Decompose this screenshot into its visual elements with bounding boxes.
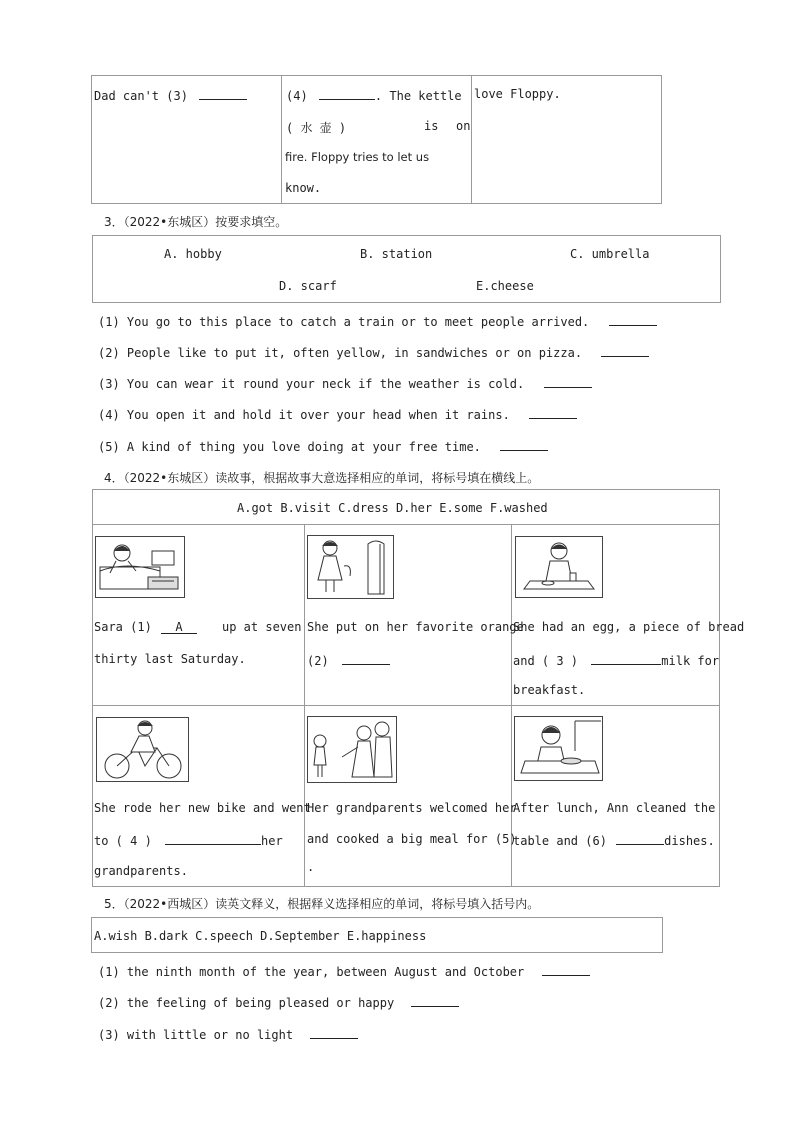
q3-item-5: (5) A kind of thing you love doing at your free time. <box>98 438 548 454</box>
q5-item-2: (2) the feeling of being pleased or happy <box>98 994 459 1010</box>
answer-blank-2[interactable] <box>342 652 390 665</box>
q4-cell1-line1: Sara (1) A <box>94 620 197 634</box>
q2-cell2-line2: ( 水 壶 ) <box>286 121 347 135</box>
q3-item-1: (1) You go to this place to catch a train or to meet people arrived. <box>98 313 657 329</box>
girl-in-dress-picture <box>307 535 394 599</box>
q3-blank-1[interactable] <box>609 313 657 326</box>
answer-blank-4[interactable] <box>319 87 375 100</box>
grandparents-welcome-picture <box>307 716 397 783</box>
q3-item-4: (4) You open it and hold it over your head when it rains. <box>98 406 577 422</box>
q4-cell4-line1: She rode her new bike and went <box>94 801 311 815</box>
q3-option-c: C. umbrella <box>570 247 650 261</box>
q3-option-a: A. hobby <box>164 247 222 261</box>
q4-cell6-line2: table and (6) dishes. <box>513 834 715 848</box>
q4-cell6-line1: After lunch, Ann cleaned the <box>513 801 716 815</box>
q5-item-3: (3) with little or no light <box>98 1026 358 1042</box>
girl-washing-dishes-picture <box>514 716 603 781</box>
q4-word-options: A.got B.visit C.dress D.her E.some F.washed <box>237 501 548 515</box>
q4-cell3-line2: and ( 3 ) milk for <box>513 654 720 668</box>
answer-blank-1[interactable]: A <box>161 621 197 634</box>
answer-blank-3[interactable] <box>199 87 247 100</box>
q2-cell1-text: Dad can't (3) <box>94 87 247 103</box>
q4-cell1-line2: thirty last Saturday. <box>94 652 246 666</box>
q2-cell2-line4: know. <box>285 181 322 195</box>
q3-options-box <box>92 235 721 303</box>
q3-blank-2[interactable] <box>601 344 649 357</box>
q3-option-d: D. scarf <box>279 279 337 293</box>
q4-cell5-line3: . <box>307 860 315 874</box>
q3-blank-4[interactable] <box>529 406 577 419</box>
girl-riding-bike-picture <box>96 717 189 782</box>
q4-cell5-line1: Her grandparents welcomed her <box>307 801 517 815</box>
q5-blank-3[interactable] <box>310 1026 358 1039</box>
answer-blank-6[interactable] <box>616 832 664 845</box>
q4-cell1-line1-rest: up at seven <box>222 620 302 634</box>
girl-eating-breakfast-picture <box>515 536 603 598</box>
q5-blank-2[interactable] <box>411 994 459 1007</box>
q3-item-2: (2) People like to put it, often yellow, in sandwiches or on pizza. <box>98 344 649 360</box>
q4-cell3-line3: breakfast. <box>513 683 586 697</box>
q4-cell4-line3: grandparents. <box>94 864 188 878</box>
q3-title: 3．（2022•东城区）按要求填空。 <box>104 215 288 229</box>
q3-blank-5[interactable] <box>500 438 548 451</box>
q5-blank-1[interactable] <box>542 963 590 976</box>
q5-item-1: (1) the ninth month of the year, between August and October <box>98 963 590 979</box>
q4-story-table <box>92 489 720 887</box>
q2-cell3-text: love Floppy. <box>474 87 561 101</box>
q2-cell2-line3: fire. Floppy tries to let us <box>285 150 430 164</box>
q3-item-3: (3) You can wear it round your neck if the weather is cold. <box>98 375 592 391</box>
q4-cell4-line2: to ( 4 ) her <box>94 834 283 848</box>
q4-title: 4．（2022•东城区）读故事，根据故事大意选择相应的单词，将标号填在横线上。 <box>104 471 540 485</box>
q4-cell3-line1: She had an egg, a piece of bread <box>513 620 745 634</box>
answer-blank-3b[interactable] <box>591 652 661 665</box>
q4-cell5-line2: and cooked a big meal for (5) <box>307 832 517 846</box>
q2-cell2-line1: (4) . The kettle <box>286 89 462 103</box>
q3-option-b: B. station <box>360 247 433 261</box>
q5-title: 5．（2022•西城区）读英文释义，根据释义选择相应的单词，将标号填入括号内。 <box>104 897 540 911</box>
girl-waking-in-bed-picture <box>95 536 185 598</box>
q2-cell2-is: is <box>424 119 439 133</box>
answer-blank-4b[interactable] <box>165 832 261 845</box>
q2-cell2-on: on <box>456 119 471 133</box>
q4-cell2-line1: She put on her favorite orange <box>307 620 524 634</box>
q5-word-options: A.wish B.dark C.speech D.September E.happiness <box>94 929 427 943</box>
q3-blank-3[interactable] <box>544 375 592 388</box>
q3-option-e: E.cheese <box>476 279 534 293</box>
q4-cell2-line2: (2) <box>307 652 390 668</box>
